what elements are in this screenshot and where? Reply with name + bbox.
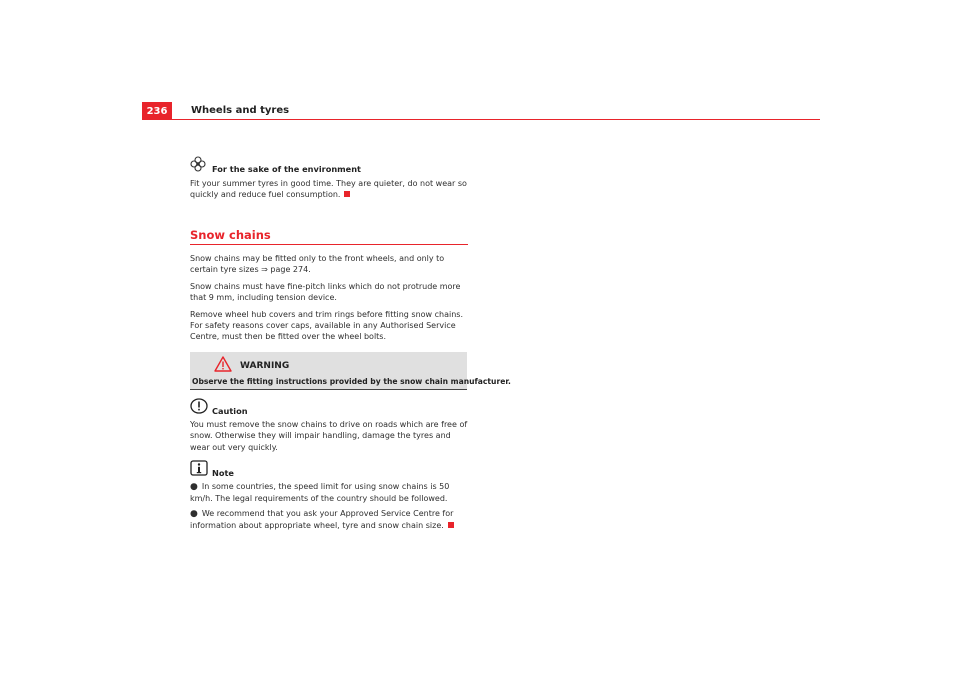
environment-section <box>190 156 468 201</box>
note-bullet-text: We recommend that you ask your Approved Service Centre for information about appropriate wheel, tyre and snow chain size. <box>190 508 454 531</box>
caution-text: You must remove the snow chains to drive on roads which are free of snow. Otherwise they will impair handling, damage the tyres and wear out very quickly. <box>190 420 468 452</box>
note-heading-text: Note <box>212 468 234 478</box>
section-end-marker <box>344 191 350 197</box>
paragraph: Snow chains must have fine-pitch links which do not protrude more that 9 mm, including tension device. <box>190 281 461 303</box>
caution-heading <box>190 398 468 416</box>
flower-icon <box>190 156 206 174</box>
warning-triangle-icon <box>214 356 232 375</box>
paragraph: Snow chains may be fitted only to the front wheels, and only to certain tyre sizes ⇒ page 274. <box>190 254 445 275</box>
environment-heading-text: For the sake of the environment <box>212 164 361 174</box>
snow-chains-body <box>190 253 468 348</box>
note-heading <box>190 460 468 478</box>
bullet-dot: ● <box>190 508 198 519</box>
caution-heading-text: Caution <box>212 406 248 416</box>
section-title: Snow chains <box>190 228 468 245</box>
chapter-title: Wheels and tyres <box>191 105 290 116</box>
warning-heading <box>214 356 289 375</box>
caution-exclamation-icon <box>190 398 208 416</box>
note-bullet <box>190 481 468 505</box>
info-note-icon <box>190 460 208 478</box>
warning-text: Observe the fitting instructions provided by the snow chain manufacturer. <box>192 377 511 386</box>
section-end-marker <box>448 522 454 528</box>
note-bullet-text: In some countries, the speed limit for using snow chains is 50 km/h. The legal requirements of the country should be followed. <box>190 482 450 504</box>
warning-heading-text: WARNING <box>240 360 290 371</box>
note-bullet <box>190 508 468 532</box>
environment-heading <box>190 156 468 174</box>
environment-text: Fit your summer tyres in good time. They are quieter, do not wear so quickly and reduce fuel consumption. <box>190 179 467 200</box>
caution-section <box>190 398 468 453</box>
header-rule <box>142 119 820 120</box>
bullet-dot: ● <box>190 482 198 492</box>
paragraph: Remove wheel hub covers and trim rings before fitting snow chains. For safety reasons cover caps, available in any Authorised Service Centre, must then be fitted over the wheel bolts. <box>190 309 463 342</box>
environment-paragraph <box>190 178 468 201</box>
warning-box <box>190 352 511 390</box>
note-section <box>190 460 468 532</box>
page-number: 236 <box>142 102 172 120</box>
